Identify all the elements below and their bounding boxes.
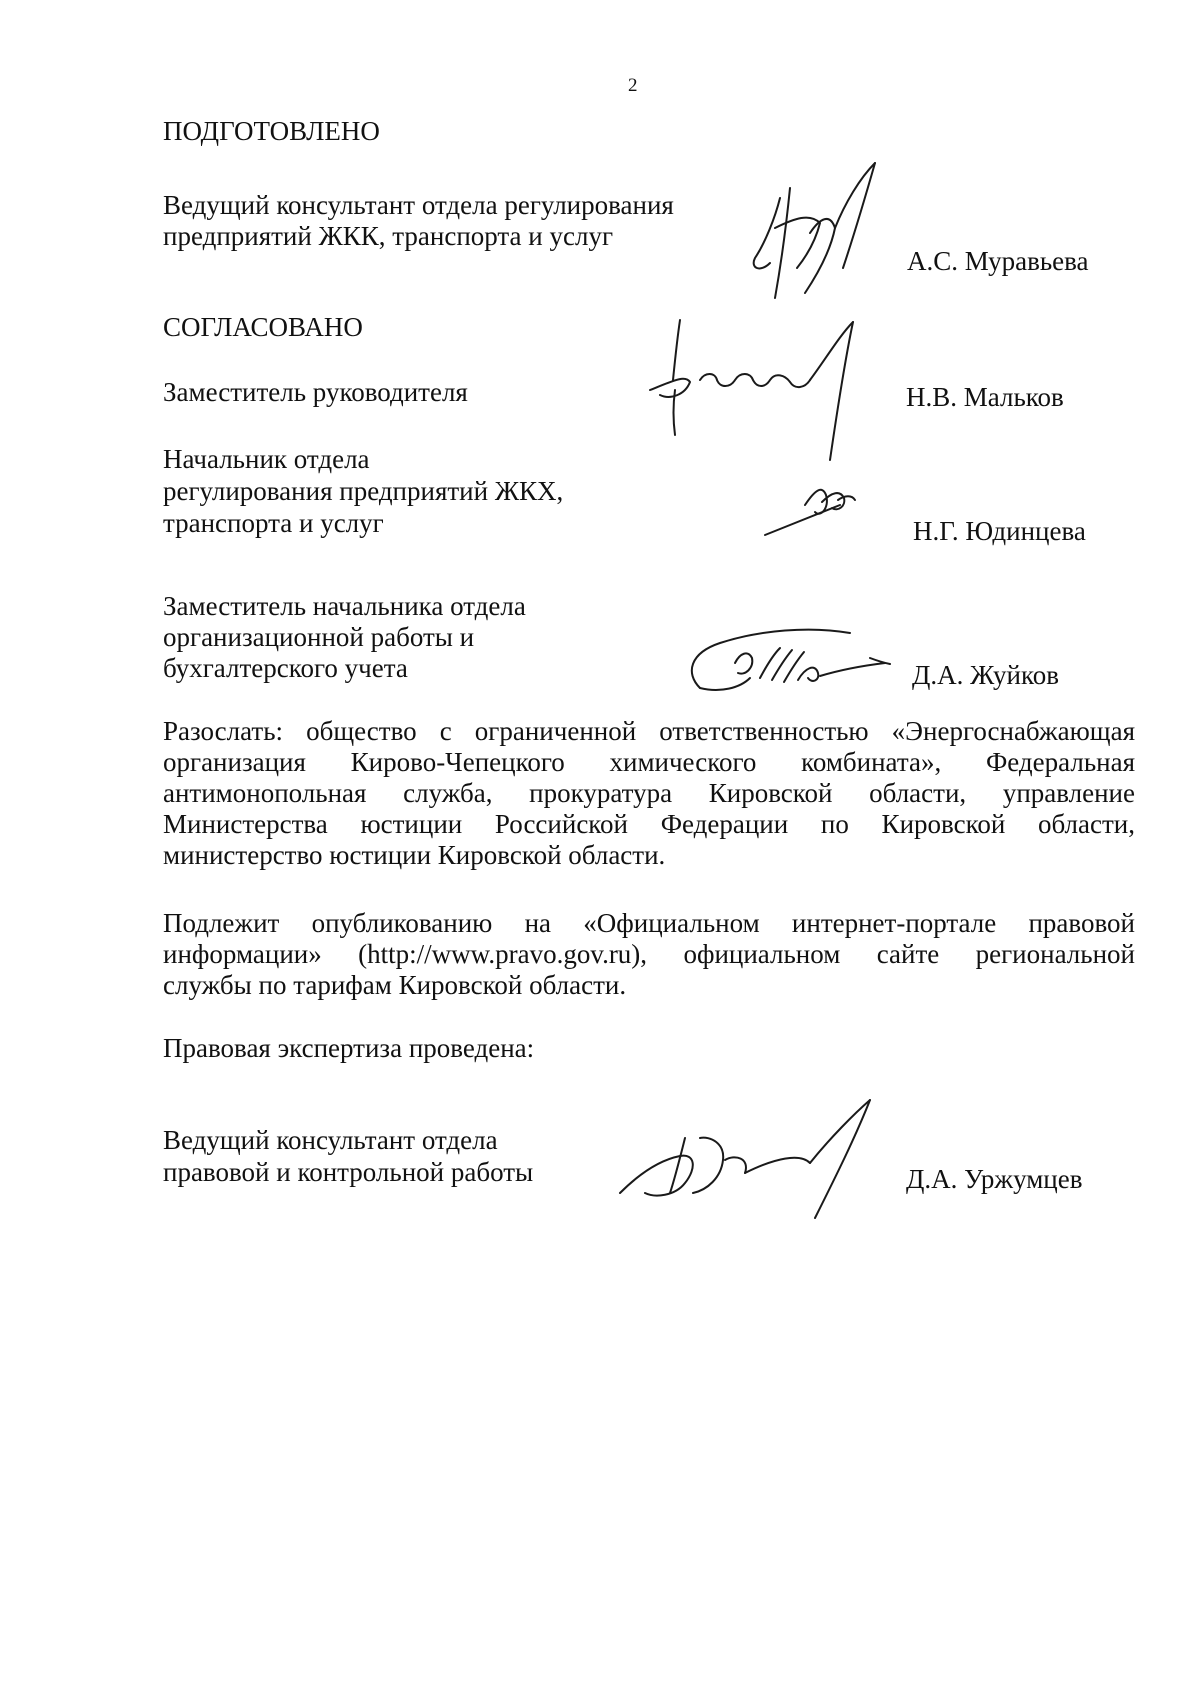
agreed-heading: СОГЛАСОВАНО [163, 312, 363, 342]
signature-zhuikov [680, 618, 910, 708]
prepared-position-line-2: предприятий ЖКК, транспорта и услуг [163, 221, 614, 251]
distribution-line-5: министерство юстиции Кировской области. [163, 840, 666, 870]
signer-3-position-line-2: организационной работы и [163, 622, 475, 652]
distribution-line-1: Разослать: общество с ограниченной ответственностью «Энергоснабжающая [163, 716, 1135, 746]
signature-muravyeva [735, 158, 895, 308]
signer-1-position-line-1: Заместитель руководителя [163, 377, 468, 407]
legal-review-position-line-2: правовой и контрольной работы [163, 1157, 534, 1187]
publication-line-1: Подлежит опубликованию на «Официальном интернет-портале правовой [163, 908, 1135, 938]
legal-review-heading: Правовая экспертиза проведена: [163, 1033, 535, 1063]
signer-2-position-line-3: транспорта и услуг [163, 508, 384, 538]
publication-line-2: информации» (http://www.pravo.gov.ru), официальном сайте региональной [163, 939, 1135, 969]
distribution-line-4: Министерства юстиции Российской Федерации по Кировской области, [163, 809, 1135, 839]
signature-malkov [645, 320, 905, 460]
signer-2-position-line-2: регулирования предприятий ЖКХ, [163, 476, 564, 506]
publication-paragraph [163, 908, 1135, 1001]
prepared-position-line-1: Ведущий консультант отдела регулирования [163, 190, 674, 220]
signer-3-name: Д.А. Жуйков [912, 660, 1059, 690]
distribution-paragraph [163, 716, 1135, 871]
signer-2-position-line-1: Начальник отдела [163, 444, 370, 474]
publication-line-3: службы по тарифам Кировской области. [163, 970, 627, 1000]
distribution-line-2: организация Кирово-Чепецкого химического комбината», Федеральная [163, 747, 1135, 777]
distribution-line-3: антимонопольная служба, прокуратура Кировской области, управление [163, 778, 1135, 808]
signature-urzhumtsev [615, 1098, 885, 1228]
legal-review-position-line-1: Ведущий консультант отдела [163, 1125, 498, 1155]
legal-review-signer-name: Д.А. Уржумцев [906, 1164, 1083, 1194]
page-number: 2 [628, 75, 638, 96]
prepared-heading: ПОДГОТОВЛЕНО [163, 116, 380, 146]
signer-3-position-line-3: бухгалтерского учета [163, 653, 408, 683]
prepared-signer-name: А.С. Муравьева [907, 246, 1089, 276]
signer-3-position-line-1: Заместитель начальника отдела [163, 591, 526, 621]
signature-yudintseva [760, 480, 870, 550]
signer-1-name: Н.В. Мальков [906, 382, 1064, 412]
signer-2-name: Н.Г. Юдинцева [913, 516, 1086, 546]
